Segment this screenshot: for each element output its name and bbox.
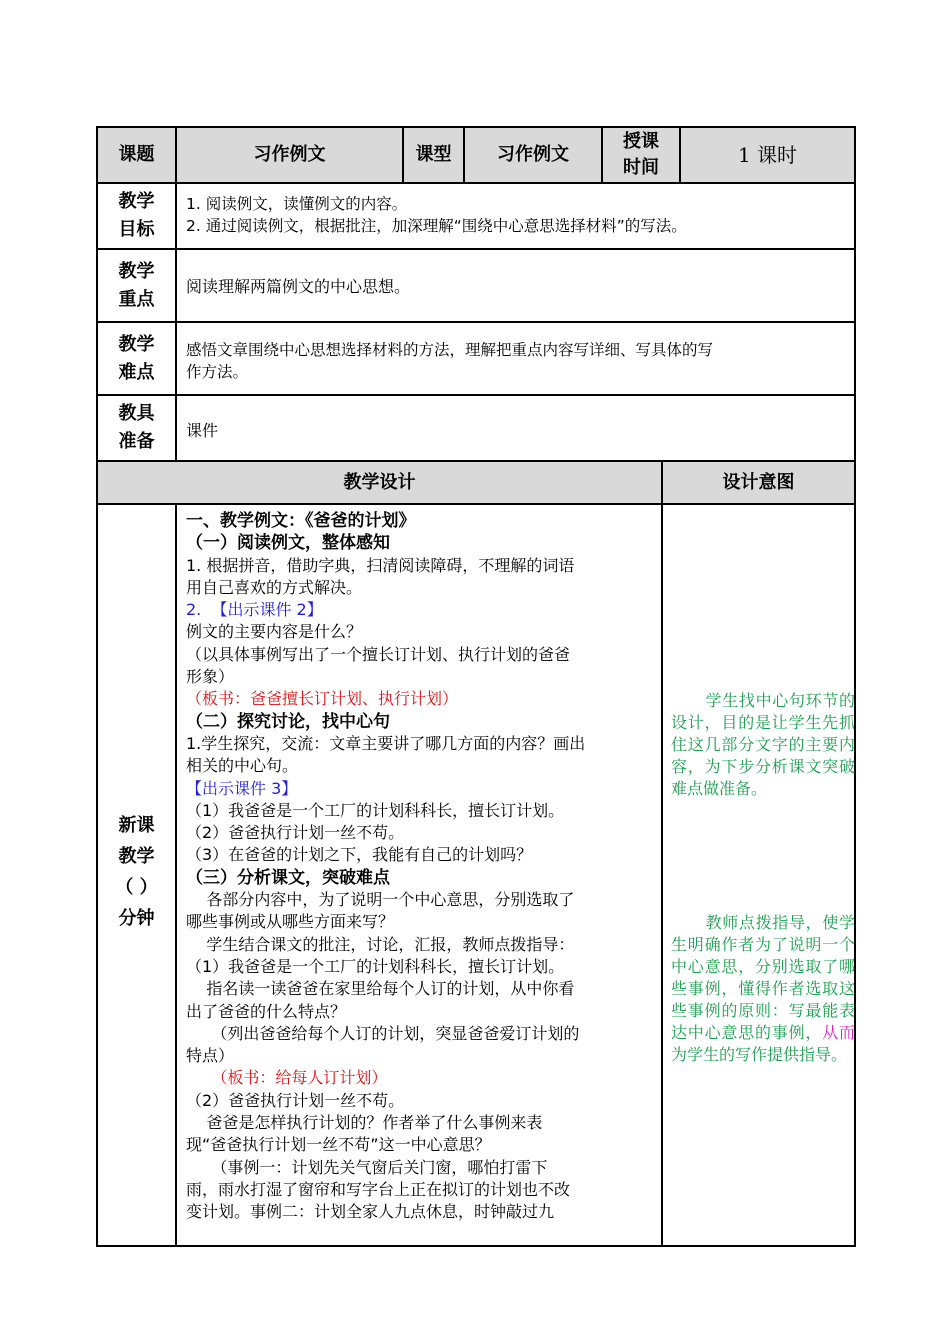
tools-content: 课件 bbox=[186, 421, 219, 440]
new-lesson-label-line3: （ ） bbox=[115, 877, 158, 898]
lesson-line: 用自己喜欢的方式解决。 bbox=[186, 577, 363, 597]
lesson-line: 变计划。事例二：计划全家人九点休息，时钟敲过九 bbox=[186, 1202, 555, 1222]
lesson-body bbox=[186, 510, 660, 1244]
lesson-line: （2）爸爸执行计划一丝不苟。 bbox=[186, 1090, 405, 1110]
lesson-line: （二）探究讨论，找中心句 bbox=[186, 711, 390, 732]
new-lesson-label-line2: 教学 bbox=[118, 846, 155, 867]
lesson-line: （1）我爸爸是一个工厂的计划科科长，擅长订计划。 bbox=[186, 956, 565, 976]
difficulties-line-2: 作方法。 bbox=[186, 363, 249, 382]
lesson-line: （2）爸爸执行计划一丝不苟。 bbox=[186, 823, 405, 843]
lesson-line: 形象） bbox=[186, 667, 235, 687]
lesson-line: 现“爸爸执行计划一丝不苟”这一中心意思？ bbox=[186, 1135, 491, 1155]
lesson-line: 【出示课件 3】 bbox=[186, 778, 298, 798]
lesson-line: （列出爸爸给每个人订的计划，突显爸爸爱订计划的 bbox=[186, 1023, 580, 1043]
type-value: 习作例文 bbox=[497, 144, 569, 165]
design-intent-2-part-c: 为学生的写作提供指导。 bbox=[671, 1045, 848, 1064]
design-intent-2-part-a: 教师点拨指导，使学生明确作者为了说明一个中心意思，分别选取了哪些事例，懂得作者选取这些事例的原则：写最能表达中心意思的事例， bbox=[671, 913, 855, 1042]
goals-content bbox=[186, 193, 852, 238]
goals-label bbox=[98, 184, 175, 248]
lesson-line: 雨，雨水打湿了窗帘和写字台上正在拟订的计划也不改 bbox=[186, 1179, 571, 1199]
key-points-label-line2: 重点 bbox=[118, 288, 155, 310]
lesson-line: 相关的中心句。 bbox=[186, 756, 299, 776]
lesson-line: 1. 根据拼音，借助字典，扫清阅读障碍，不理解的词语 bbox=[186, 555, 575, 575]
design-intent-1: 学生找中心句环节的设计，目的是让学生先抓住这几部分文字的主要内容，为下步分析课文突破难点做准备。 bbox=[671, 691, 855, 798]
key-points-label bbox=[98, 250, 175, 321]
lesson-line: 各部分内容中，为了说明一个中心意思，分别选取了 bbox=[186, 890, 575, 910]
lesson-line: （板书：爸爸擅长订计划、执行计划） bbox=[186, 689, 459, 709]
key-points-label-line1: 教学 bbox=[118, 260, 155, 282]
design-intent-header: 设计意图 bbox=[722, 471, 795, 493]
lesson-line: 例文的主要内容是什么？ bbox=[186, 622, 363, 642]
hours-value: 1 课时 bbox=[737, 143, 798, 167]
new-lesson-label-line1: 新课 bbox=[118, 815, 155, 836]
goals-label-line2: 目标 bbox=[118, 219, 155, 240]
lesson-line: 一、教学例文：《爸爸的计划》 bbox=[186, 511, 416, 531]
tools-label-line2: 准备 bbox=[118, 431, 155, 452]
teaching-time-label-line2: 时间 bbox=[623, 157, 659, 178]
lesson-line: （以具体事例写出了一个擅长订计划、执行计划的爸爸 bbox=[186, 644, 571, 664]
lesson-line: （1）我爸爸是一个工厂的计划科科长，擅长订计划。 bbox=[186, 800, 565, 820]
design-intent-2-highlight: 从而 bbox=[822, 1023, 855, 1042]
tools-label-line1: 教具 bbox=[118, 403, 155, 424]
new-lesson-label-line4: 分钟 bbox=[118, 908, 155, 929]
difficulties-label-line2: 难点 bbox=[118, 361, 155, 383]
lesson-line: 1.学生探究，交流：文章主要讲了哪几方面的内容？画出 bbox=[186, 733, 586, 753]
design-intent-2 bbox=[671, 912, 855, 1066]
lesson-line: 学生结合课文的批注，讨论，汇报，教师点拨指导： bbox=[186, 934, 575, 954]
difficulties-label-line1: 教学 bbox=[118, 333, 155, 355]
lesson-line: （3）在爸爸的计划之下，我能有自己的计划吗？ bbox=[186, 845, 533, 865]
difficulties-line-1: 感悟文章围绕中心思想选择材料的方法，理解把重点内容写详细、写具体的写 bbox=[186, 341, 714, 359]
goal-item-2: 2. 通过阅读例文，根据批注，加深理解“围绕中心意思选择材料”的写法。 bbox=[186, 217, 687, 236]
lesson-line: 爸爸是怎样执行计划的？作者举了什么事例来表 bbox=[186, 1113, 543, 1133]
lesson-line: 哪些事例或从哪些方面来写？ bbox=[186, 912, 395, 932]
lesson-line: 2. 【出示课件 2】 bbox=[186, 600, 323, 620]
lesson-line: 特点） bbox=[186, 1046, 235, 1066]
new-lesson-label bbox=[98, 810, 175, 934]
teaching-design-header: 教学设计 bbox=[343, 471, 416, 493]
tools-label bbox=[98, 396, 175, 460]
difficulties-content bbox=[186, 339, 852, 384]
lesson-line: （一）阅读例文，整体感知 bbox=[186, 533, 390, 554]
lesson-line: （事例一：计划先关气窗后关门窗，哪怕打雷下 bbox=[186, 1157, 548, 1177]
topic-value: 习作例文 bbox=[253, 144, 326, 165]
teaching-time-label-line1: 授课 bbox=[623, 131, 659, 152]
key-points-content: 阅读理解两篇例文的中心思想。 bbox=[186, 277, 411, 296]
lesson-line: 指名读一读爸爸在家里给每个人订的计划，从中你看 bbox=[186, 979, 575, 999]
lesson-line: （三）分析课文，突破难点 bbox=[186, 867, 390, 888]
lesson-line: （板书：给每人订计划） bbox=[186, 1068, 388, 1088]
lesson-line: 出了爸爸的什么特点？ bbox=[186, 1001, 347, 1021]
type-label: 课型 bbox=[415, 144, 452, 165]
goal-item-1: 1. 阅读例文，读懂例文的内容。 bbox=[186, 195, 408, 213]
goals-label-line1: 教学 bbox=[118, 191, 155, 212]
difficulties-label bbox=[98, 323, 175, 394]
topic-label: 课题 bbox=[118, 144, 155, 165]
teaching-time-label bbox=[603, 128, 679, 182]
